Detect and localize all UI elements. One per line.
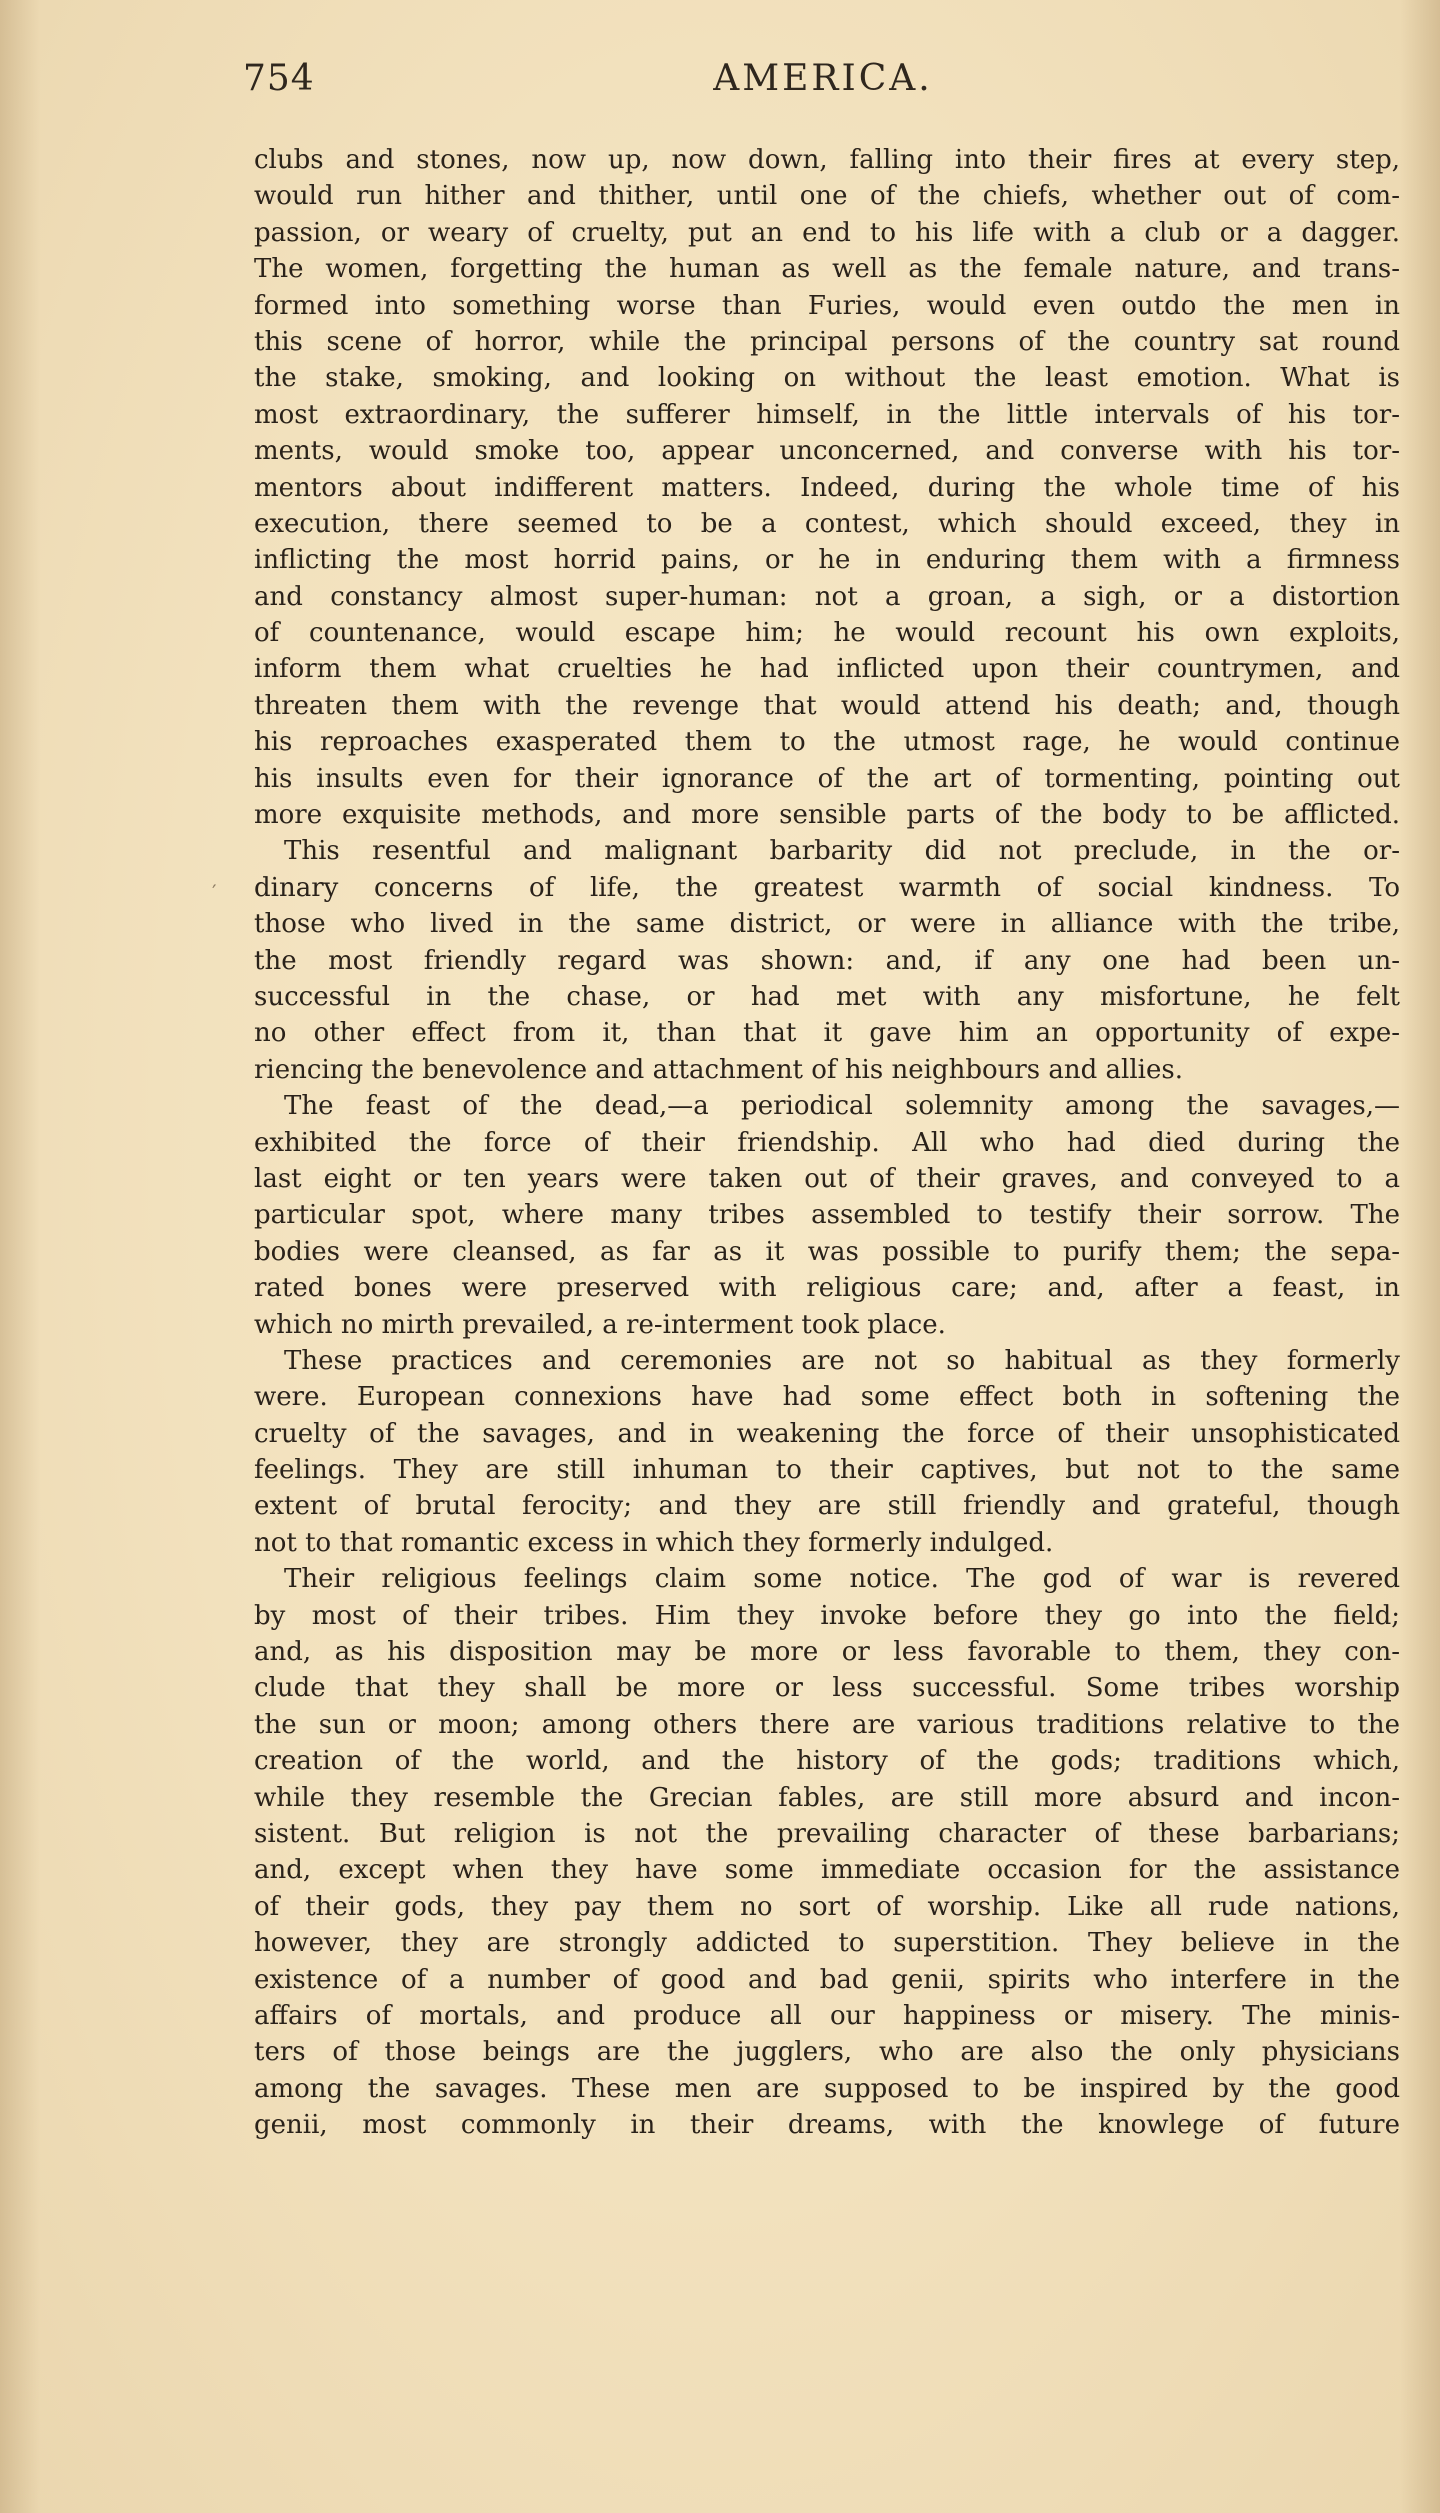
text-line: however, they are strongly addicted to superstition. They believe in the (254, 1928, 1400, 1959)
text-line: his insults even for their ignorance of the art of tormenting, pointing out (254, 763, 1400, 794)
text-line: particular spot, where many tribes assembled to testify their sorrow. The (254, 1200, 1400, 1231)
text-line: the stake, smoking, and looking on without the least emotion. What is (254, 363, 1400, 394)
text-line: of countenance, would escape him; he would recount his own exploits, (254, 618, 1400, 649)
text-line: mentors about indifferent matters. Indeed, during the whole time of his (254, 472, 1400, 503)
text-line: cruelty of the savages, and in weakening the force of their unsophisticated (254, 1418, 1400, 1449)
text-line: riencing the benevolence and attachment of his neighbours and allies. (254, 1054, 1183, 1085)
text-line: among the savages. These men are supposed to be inspired by the good (254, 2073, 1400, 2104)
text-line: while they resemble the Grecian fables, are still more absurd and incon- (254, 1782, 1400, 1813)
body-text (254, 142, 1400, 2143)
text-line: which no mirth prevailed, a re-interment took place. (254, 1309, 946, 1340)
text-line: and, as his disposition may be more or less favorable to them, they con- (254, 1637, 1400, 1668)
text-line: These practices and ceremonies are not so habitual as they formerly (284, 1345, 1400, 1376)
text-line: passion, or weary of cruelty, put an end to his life with a club or a dagger. (254, 217, 1400, 248)
text-line: rated bones were preserved with religious care; and, after a feast, in (254, 1273, 1400, 1304)
text-line: more exquisite methods, and more sensible parts of the body to be afflicted. (254, 800, 1400, 831)
margin-mark: ′ (212, 880, 217, 904)
text-line: creation of the world, and the history of the gods; traditions which, (254, 1746, 1400, 1777)
text-line: his reproaches exasperated them to the utmost rage, he would continue (254, 727, 1400, 758)
text-line: extent of brutal ferocity; and they are still friendly and grateful, though (254, 1491, 1400, 1522)
text-line: successful in the chase, or had met with any misfortune, he felt (254, 981, 1400, 1012)
text-line: exhibited the force of their friendship. All who had died during the (254, 1127, 1400, 1158)
text-line: most extraordinary, the sufferer himself, in the little intervals of his tor- (254, 399, 1400, 430)
text-line: dinary concerns of life, the greatest warmth of social kindness. To (254, 872, 1400, 903)
text-line: would run hither and thither, until one of the chiefs, whether out of com- (254, 181, 1400, 212)
text-line: and, except when they have some immediate occasion for the assistance (254, 1855, 1400, 1886)
text-line: no other effect from it, than that it gave him an opportunity of expe- (254, 1018, 1400, 1049)
text-line: clude that they shall be more or less successful. Some tribes worship (254, 1673, 1400, 1704)
text-line: this scene of horror, while the principal persons of the country sat round (254, 326, 1400, 357)
text-line: ters of those beings are the jugglers, who are also the only physicians (254, 2037, 1400, 2068)
text-line: sistent. But religion is not the prevailing character of these barbarians; (254, 1818, 1400, 1849)
text-line: This resentful and malignant barbarity did not preclude, in the or- (284, 836, 1400, 867)
text-line: the most friendly regard was shown: and, if any one had been un- (254, 945, 1400, 976)
text-line: inform them what cruelties he had inflicted upon their countrymen, and (254, 654, 1400, 685)
text-line: The women, forgetting the human as well as the female nature, and trans- (254, 254, 1400, 285)
text-line: the sun or moon; among others there are various traditions relative to the (254, 1709, 1400, 1740)
page-edge-shadow-left (0, 0, 40, 2513)
page-header (243, 58, 1403, 118)
text-line: affairs of mortals, and produce all our happiness or misery. The minis- (254, 2000, 1400, 2031)
text-line: those who lived in the same district, or were in alliance with the tribe, (254, 909, 1400, 940)
text-line: were. European connexions have had some effect both in softening the (254, 1382, 1400, 1413)
text-line: The feast of the dead,—a periodical solemnity among the savages,— (284, 1091, 1400, 1122)
page-number: 754 (243, 58, 315, 99)
text-line: feelings. They are still inhuman to their captives, but not to the same (254, 1455, 1400, 1486)
text-line: clubs and stones, now up, now down, falling into their fires at every step, (254, 145, 1400, 175)
text-line: not to that romantic excess in which they formerly indulged. (254, 1527, 1054, 1558)
page-edge-shadow-right (1400, 0, 1440, 2513)
text-line: by most of their tribes. Him they invoke before they go into the field; (254, 1600, 1400, 1631)
text-line: and constancy almost super-human: not a groan, a sigh, or a distortion (254, 581, 1400, 612)
text-line: existence of a number of good and bad genii, spirits who interfere in the (254, 1964, 1400, 1995)
text-line: inflicting the most horrid pains, or he in enduring them with a firmness (254, 545, 1400, 576)
text-line: genii, most commonly in their dreams, with the knowlege of future (254, 2110, 1400, 2141)
text-line: Their religious feelings claim some notice. The god of war is revered (284, 1564, 1400, 1595)
running-title: AMERICA. (713, 58, 933, 99)
text-line: last eight or ten years were taken out of their graves, and conveyed to a (254, 1163, 1400, 1194)
text-line: bodies were cleansed, as far as it was possible to purify them; the sepa- (254, 1236, 1400, 1267)
text-line: execution, there seemed to be a contest, which should exceed, they in (254, 508, 1400, 539)
text-line: ments, would smoke too, appear unconcerned, and converse with his tor- (254, 436, 1400, 467)
text-line: of their gods, they pay them no sort of worship. Like all rude nations, (254, 1891, 1400, 1922)
text-line: threaten them with the revenge that would attend his death; and, though (254, 690, 1400, 721)
text-line: formed into something worse than Furies, would even outdo the men in (254, 290, 1400, 321)
